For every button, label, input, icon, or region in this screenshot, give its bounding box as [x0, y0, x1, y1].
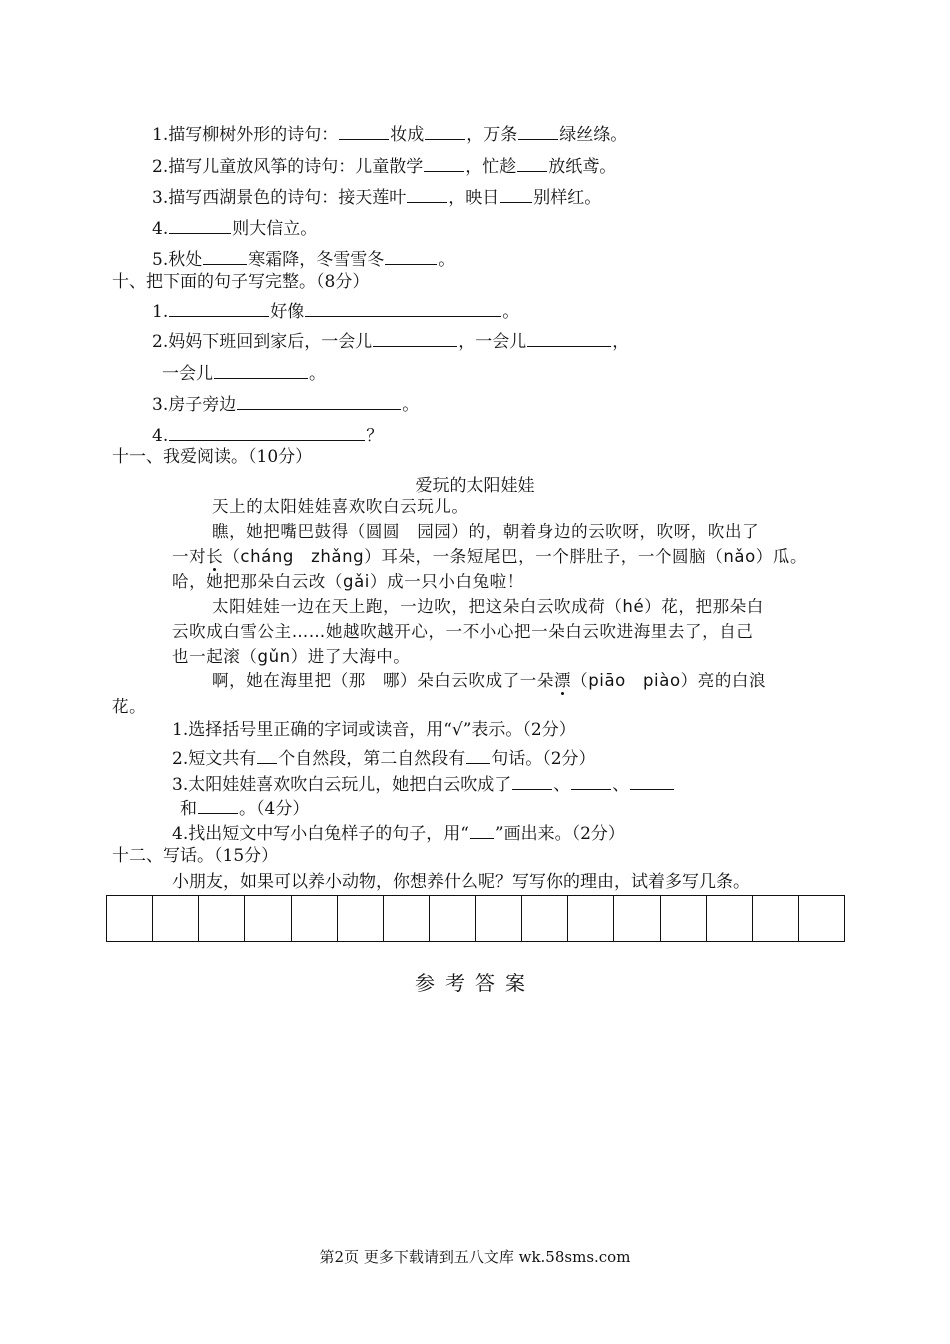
- answer-blank[interactable]: [407, 184, 447, 203]
- answer-blank[interactable]: [527, 328, 611, 347]
- answers-title: 参考答案: [415, 971, 535, 995]
- answer-blank[interactable]: [512, 771, 552, 790]
- writing-prompt: 小朋友，如果可以养小动物，你想养什么呢？写写你的理由，试着多写几条。: [172, 872, 750, 892]
- story-title: 爱玩的太阳娃娃: [415, 476, 535, 496]
- answer-blank[interactable]: [373, 328, 457, 347]
- writing-grid-cell[interactable]: [522, 896, 568, 941]
- section-11-heading: 十一、我爱阅读。（10分）: [112, 447, 313, 467]
- writing-grid-cell[interactable]: [707, 896, 753, 941]
- writing-grid-cell[interactable]: [614, 896, 660, 941]
- reading-question-3: 3.太阳娃娃喜欢吹白云玩儿，她把白云吹成了 、 、: [172, 771, 675, 796]
- writing-grid-cell[interactable]: [753, 896, 799, 941]
- answer-blank[interactable]: [169, 215, 231, 234]
- story-paragraph-4-line-1: 啊，她在海里把（那 哪）朵白云吹成了一朵漂（piāo piào）亮的白浪: [212, 671, 767, 690]
- answer-blank[interactable]: [517, 153, 547, 172]
- answer-blank[interactable]: [203, 246, 247, 265]
- answer-blank[interactable]: [425, 121, 465, 140]
- story-paragraph-4-line-2: 花。: [112, 697, 147, 716]
- writing-grid-cell[interactable]: [661, 896, 707, 941]
- answer-blank[interactable]: [518, 121, 558, 140]
- answer-blank[interactable]: [500, 184, 532, 203]
- dotted-char[interactable]: 漂: [554, 671, 572, 690]
- writing-grid-cell[interactable]: [338, 896, 384, 941]
- writing-grid-cell[interactable]: [245, 896, 291, 941]
- answer-blank[interactable]: [424, 153, 464, 172]
- underline-mark: [470, 820, 494, 839]
- writing-grid-cell[interactable]: [384, 896, 430, 941]
- writing-grid-cell[interactable]: [568, 896, 614, 941]
- writing-grid-cell[interactable]: [107, 896, 153, 941]
- story-paragraph-3-line-2: 云吹成白雪公主……她越吹越开心，一不小心把一朵白云吹进海里去了，自己: [172, 622, 754, 641]
- writing-grid[interactable]: [106, 895, 845, 942]
- writing-grid-cell[interactable]: [430, 896, 476, 941]
- poem-question-2: 2.描写儿童放风筝的诗句：儿童散学 ，忙趁 放纸鸢。: [152, 153, 616, 178]
- answer-blank[interactable]: [305, 298, 501, 317]
- poem-question-4: 4. 则大信立。: [152, 215, 317, 240]
- answer-blank[interactable]: [198, 795, 238, 814]
- reading-question-4: 4.找出短文中写小白兔样子的句子，用“ ”画出来。（2分）: [172, 820, 625, 845]
- sentence-question-2-cont: 一会儿 。: [162, 360, 326, 385]
- answer-blank[interactable]: [214, 360, 308, 379]
- sentence-question-2: 2.妈妈下班回到家后，一会儿 ，一会儿 ，: [152, 328, 629, 353]
- story-paragraph-3-line-1: 太阳娃娃一边在天上跑，一边吹，把这朵白云吹成荷（hé）花，把那朵白: [212, 597, 764, 616]
- answer-blank[interactable]: [237, 391, 401, 410]
- story-paragraph-2-line-2: 一对长（cháng zhǎng）耳朵，一条短尾巴，一个胖肚子，一个圆脑（nǎo）瓜。: [172, 547, 808, 566]
- writing-grid-cell[interactable]: [799, 896, 844, 941]
- writing-grid-cell[interactable]: [292, 896, 338, 941]
- story-paragraph-2-line-3: 哈，她把那朵白云改（gǎi）成一只小白兔啦！: [172, 572, 524, 591]
- writing-grid-cell[interactable]: [199, 896, 245, 941]
- poem-question-3: 3.描写西湖景色的诗句：接天莲叶 ，映日 别样红。: [152, 184, 601, 209]
- answer-blank[interactable]: [169, 422, 365, 441]
- answer-blank[interactable]: [571, 771, 611, 790]
- reading-question-3-cont: 和 。（4分）: [180, 795, 309, 820]
- section-12-heading: 十二、写话。（15分）: [112, 846, 279, 866]
- answer-blank[interactable]: [257, 745, 277, 764]
- poem-question-1: 1.描写柳树外形的诗句： 妆成 ，万条 绿丝绦。: [152, 121, 627, 146]
- section-10-heading: 十、把下面的句子写完整。（8分）: [112, 272, 370, 292]
- story-paragraph-3-line-3: 也一起滚（gǔn）进了大海中。: [172, 647, 411, 666]
- writing-grid-cell[interactable]: [476, 896, 522, 941]
- reading-question-1: 1.选择括号里正确的字词或读音，用“√”表示。（2分）: [172, 720, 576, 740]
- sentence-question-4: 4. ？: [152, 422, 383, 447]
- reading-question-2: 2.短文共有 个自然段，第二自然段有 句话。（2分）: [172, 745, 596, 770]
- dotted-char[interactable]: 长: [206, 547, 224, 566]
- answer-blank[interactable]: [385, 246, 437, 265]
- story-paragraph-1: 天上的太阳娃娃喜欢吹白云玩儿。: [212, 497, 469, 516]
- story-paragraph-2-line-1: 瞧，她把嘴巴鼓得（圆圆 园园）的，朝着身边的云吹呀，吹呀，吹出了: [212, 522, 760, 541]
- sentence-question-1: 1. 好像 。: [152, 298, 519, 323]
- answer-blank[interactable]: [466, 745, 490, 764]
- answer-blank[interactable]: [339, 121, 389, 140]
- poem-question-5: 5.秋处 寒霜降，冬雪雪冬 。: [152, 246, 455, 271]
- writing-grid-cell[interactable]: [153, 896, 199, 941]
- answer-blank[interactable]: [169, 298, 269, 317]
- page-footer: 第2页 更多下载请到五八文库 wk.58sms.com: [319, 1248, 631, 1266]
- answer-blank[interactable]: [630, 771, 674, 790]
- sentence-question-3: 3.房子旁边 。: [152, 391, 419, 416]
